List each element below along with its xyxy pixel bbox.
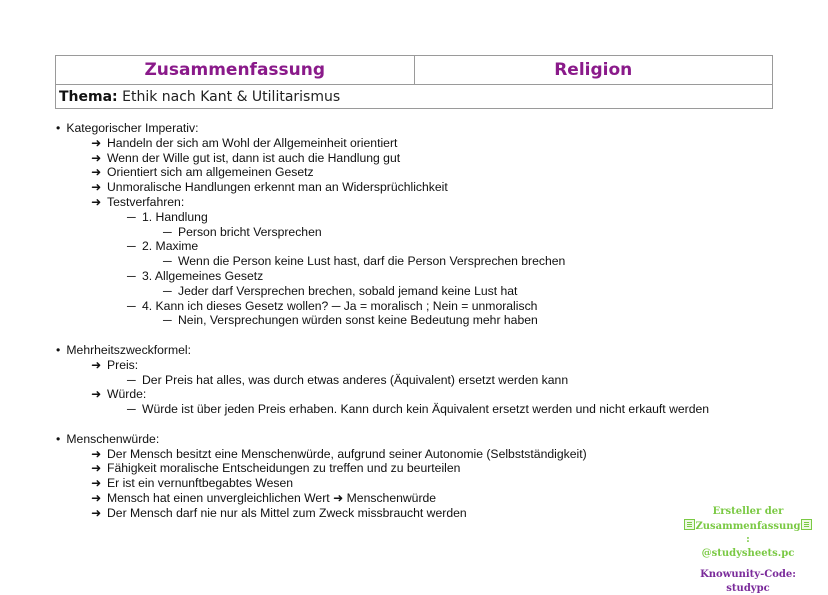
dash-icon: ─ bbox=[163, 225, 178, 240]
list-item: ➜ Wenn der Wille gut ist, dann ist auch die Handlung gut bbox=[56, 151, 756, 166]
thema-row bbox=[56, 85, 773, 109]
test-step-detail: ─ Jeder darf Versprechen brechen, sobald jemand keine Lust hat bbox=[56, 284, 756, 299]
arrow-icon: ➜ bbox=[91, 476, 107, 491]
arrow-icon: ➜ bbox=[91, 136, 107, 151]
dash-icon: ─ bbox=[127, 239, 142, 254]
list-item: ➜ Preis: bbox=[56, 358, 756, 373]
list-item: ➜ Handeln der sich am Wohl der Allgemeinheit orientiert bbox=[56, 136, 756, 151]
thema-label: Thema: bbox=[59, 89, 118, 105]
arrow-icon: ➜ bbox=[91, 506, 107, 521]
list-item: ➜ Testverfahren: bbox=[56, 195, 756, 210]
subject-title: Religion bbox=[414, 56, 773, 85]
bullet-icon: • bbox=[56, 343, 63, 358]
test-step: ─ 1. Handlung bbox=[56, 210, 756, 225]
section-mehrheitszweckformel bbox=[56, 343, 756, 417]
knowunity-code-label: Knowunity-Code: bbox=[683, 568, 813, 582]
test-step-detail: ─ Nein, Versprechungen würden sonst keine Bedeutung mehr haben bbox=[56, 313, 756, 328]
thema-value: Ethik nach Kant & Utilitarismus bbox=[122, 89, 340, 105]
list-item: ➜ Der Mensch besitzt eine Menschenwürde, aufgrund seiner Autonomie (Selbstständigkeit) bbox=[56, 447, 756, 462]
memo-icon bbox=[801, 519, 812, 530]
arrow-icon: ➜ bbox=[91, 165, 107, 180]
dash-icon: ─ bbox=[127, 402, 142, 417]
section-heading: • Mehrheitszweckformel: bbox=[56, 343, 756, 358]
bullet-icon: • bbox=[56, 121, 63, 136]
test-step: ─ 2. Maxime bbox=[56, 239, 756, 254]
arrow-icon: ➜ bbox=[91, 447, 107, 462]
list-item: ➜ Fähigkeit moralische Entscheidungen zu treffen und zu beurteilen bbox=[56, 461, 756, 476]
list-item-detail: ─ Der Preis hat alles, was durch etwas anderes (Äquivalent) ersetzt werden kann bbox=[56, 373, 756, 388]
knowunity-code-value: studypc bbox=[683, 582, 813, 595]
credit-line-2: Zusammenfassung: bbox=[683, 519, 813, 547]
arrow-icon: ➜ bbox=[91, 195, 107, 210]
dash-icon: ─ bbox=[163, 254, 178, 269]
list-item: ➜ Würde: bbox=[56, 387, 756, 402]
list-item: ➜ Er ist ein vernunftbegabtes Wesen bbox=[56, 476, 756, 491]
list-item: ➜ Mensch hat einen unvergleichlichen Wert ➜ Menschenwürde bbox=[56, 491, 756, 506]
summary-content bbox=[56, 121, 756, 535]
creator-credit bbox=[683, 505, 813, 595]
dash-icon: ─ bbox=[163, 284, 178, 299]
arrow-icon: ➜ bbox=[91, 180, 107, 195]
arrow-icon: ➜ bbox=[91, 151, 107, 166]
dash-icon: ─ bbox=[127, 269, 142, 284]
section-heading: • Menschenwürde: bbox=[56, 432, 756, 447]
arrow-icon: ➜ bbox=[91, 358, 107, 373]
dash-icon: ─ bbox=[127, 373, 142, 388]
dash-icon: ─ bbox=[163, 313, 178, 328]
list-item: ➜ Der Mensch darf nie nur als Mittel zum Zweck missbraucht werden bbox=[56, 506, 756, 521]
arrow-icon: ➜ bbox=[91, 387, 107, 402]
header-table bbox=[55, 55, 773, 109]
credit-line-1: Ersteller der bbox=[683, 505, 813, 519]
doc-type-title: Zusammenfassung bbox=[56, 56, 415, 85]
list-item: ➜ Unmoralische Handlungen erkennt man an Widersprüchlichkeit bbox=[56, 180, 756, 195]
test-step-detail: ─ Wenn die Person keine Lust hast, darf die Person Versprechen brechen bbox=[56, 254, 756, 269]
credit-handle: @studysheets.pc bbox=[683, 547, 813, 561]
section-menschenwuerde bbox=[56, 432, 756, 521]
arrow-icon: ➜ bbox=[91, 461, 107, 476]
dash-icon: ─ bbox=[127, 210, 142, 225]
list-item-detail: ─ Würde ist über jeden Preis erhaben. Kann durch kein Äquivalent ersetzt werden und nicht erkauft werden bbox=[56, 402, 756, 417]
memo-icon bbox=[684, 519, 695, 530]
test-step: ─ 3. Allgemeines Gesetz bbox=[56, 269, 756, 284]
bullet-icon: • bbox=[56, 432, 63, 447]
section-kategorischer-imperativ bbox=[56, 121, 756, 328]
test-step: ─ 4. Kann ich dieses Gesetz wollen? ─ Ja = moralisch ; Nein = unmoralisch bbox=[56, 299, 756, 314]
test-step-detail: ─ Person bricht Versprechen bbox=[56, 225, 756, 240]
section-heading: • Kategorischer Imperativ: bbox=[56, 121, 756, 136]
dash-icon: ─ bbox=[127, 299, 142, 314]
list-item: ➜ Orientiert sich am allgemeinen Gesetz bbox=[56, 165, 756, 180]
arrow-icon: ➜ bbox=[91, 491, 107, 506]
